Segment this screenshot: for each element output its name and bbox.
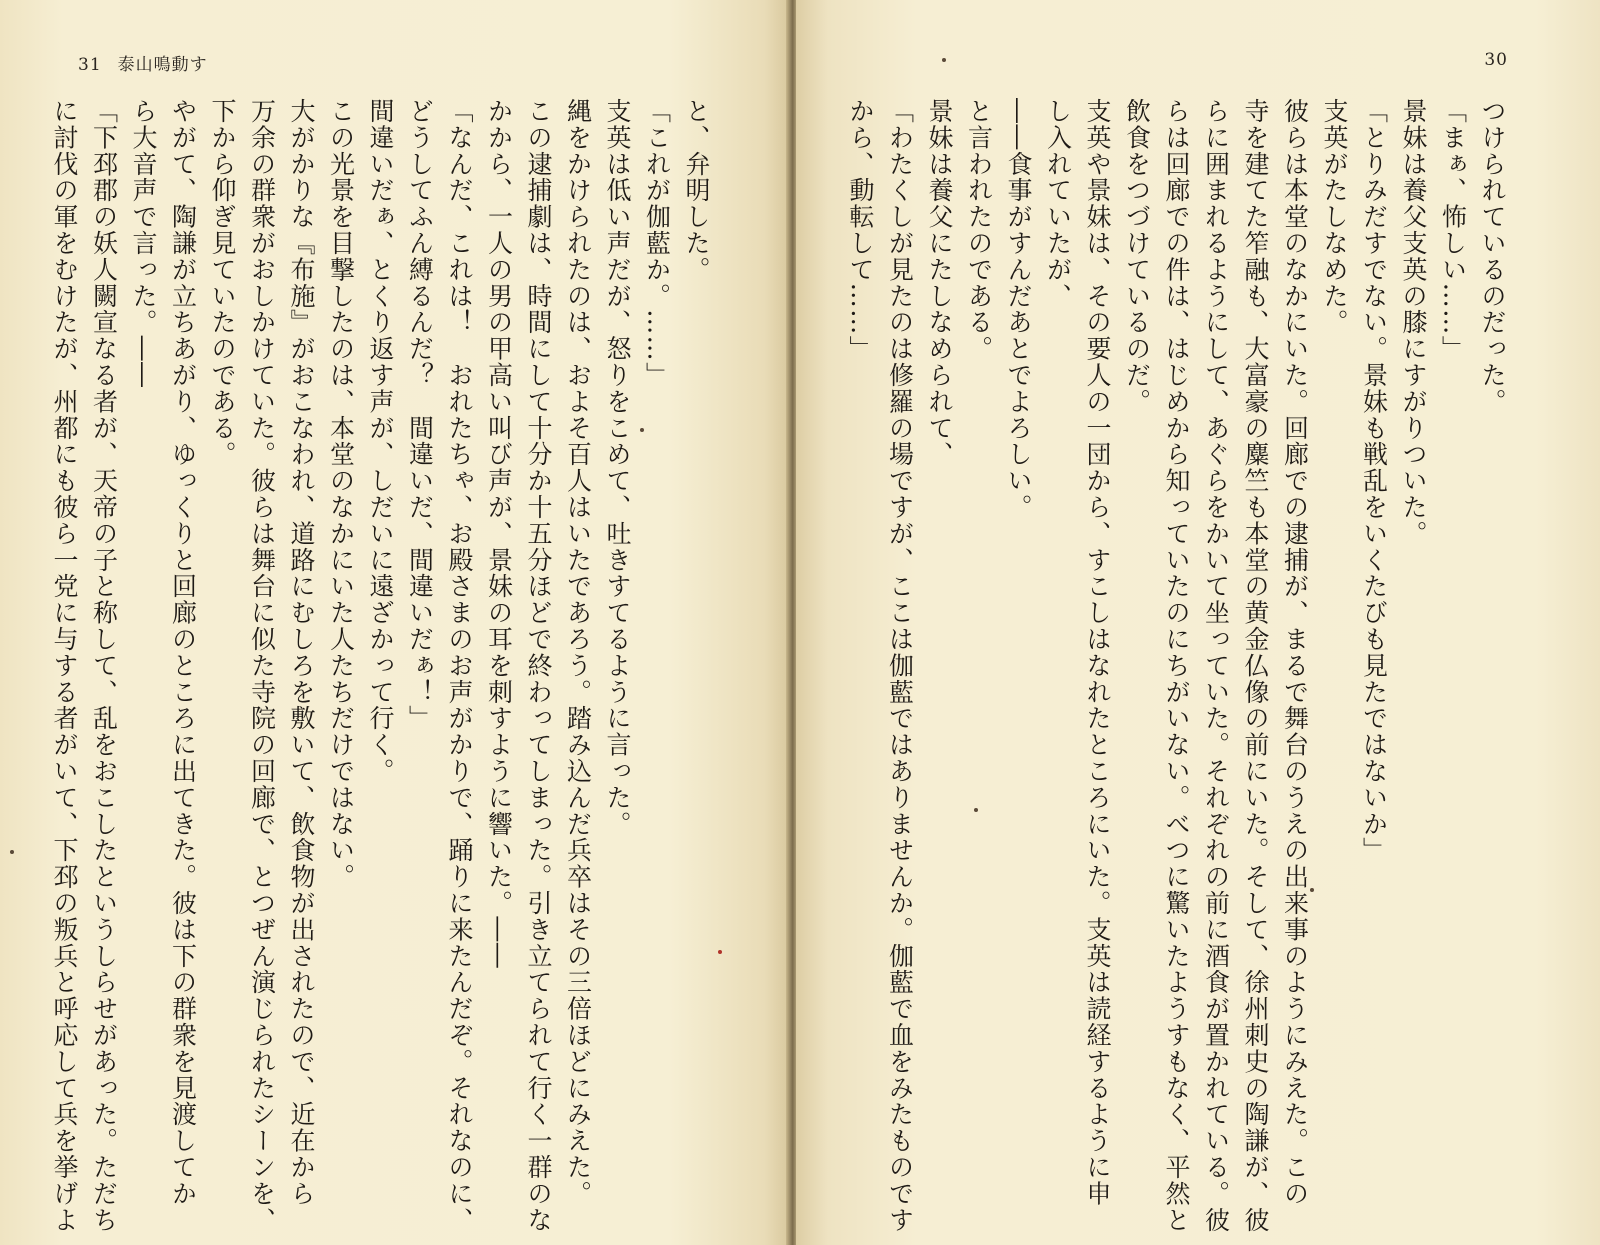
text-column: 大がかりな『布施』がおこなわれ、道路にむしろを敷いて、飲食物が出されたので、近在から — [287, 98, 316, 1207]
text-column: 景妹は養父支英の膝にすがりついた。 — [1399, 98, 1428, 547]
paper-speck — [10, 850, 14, 854]
text-column: らは回廊での件は、はじめから知っていたのにちがいない。べつに驚いたようすもなく、平然と — [1162, 98, 1191, 1234]
text-column: と言われたのである。 — [964, 98, 994, 362]
right-running-head — [1484, 50, 1508, 70]
text-column: から、動転して……」 — [846, 98, 875, 362]
text-column: 寺を建てた笮融も、大富豪の麋竺も本堂の黄金仏像の前にいた。そして、徐州刺史の陶謙が、彼 — [1241, 98, 1270, 1234]
text-column: 万余の群衆がおしかけていた。彼らは舞台に似た寺院の回廊で、とつぜん演じられたシーンを、 — [247, 98, 277, 1234]
left-running-head — [78, 50, 208, 75]
text-column: 「なんだ、これは！ おれたちゃ、お殿さまのお声がかりで、踊りに来たんだぞ。それなのに、 — [445, 98, 474, 1234]
left-page-number: 31 — [78, 55, 102, 75]
paper-speck — [718, 950, 722, 954]
text-column: に討伐の軍をむけたが、州都にも彼ら一党に与する者がいて、下邳の叛兵と呼応して兵を挙げよ — [50, 98, 79, 1234]
text-column: ら大音声で言った。―― — [129, 98, 158, 389]
text-column: 支英がたしなめた。 — [1320, 98, 1349, 336]
text-column: 彼らは本堂のなかにいた。回廊での逮捕が、まるで舞台のうえの出来事のようにみえた。この — [1280, 98, 1310, 1207]
text-column: 下から仰ぎ見ていたのである。 — [208, 98, 237, 468]
text-column: 支英は低い声だが、怒りをこめて、吐きすてるように言った。 — [603, 98, 632, 838]
text-column: 「わたくしが見たのは修羅の場ですが、ここは伽藍ではありませんか。伽藍で血をみたものです — [885, 98, 915, 1234]
text-column: 「まぁ、怖しい……」 — [1438, 98, 1468, 362]
text-column: と、弁明した。 — [682, 98, 711, 283]
text-column: どうしてふん縛るんだ？ 間違いだ、間違いだぁ！」 — [405, 98, 435, 732]
paper-speck — [974, 808, 978, 812]
text-column: 「下邳郡の妖人闕宣なる者が、天帝の子と称して、乱をおこしたというしらせがあった。ただち — [89, 98, 119, 1234]
text-column: らに囲まれるようにして、あぐらをかいて坐っていた。それぞれの前に酒食が置かれている。彼 — [1201, 98, 1231, 1234]
left-body-text — [16, 98, 716, 1234]
text-column: 飲食をつづけているのだ。 — [1122, 98, 1152, 415]
paper-speck — [1310, 888, 1314, 892]
right-page-number: 30 — [1484, 50, 1508, 70]
text-column: 景妹は養父にたしなめられて、 — [925, 98, 954, 468]
text-column: 「これが伽藍か。……」 — [642, 98, 672, 389]
text-column: この逮捕劇は、時間にして十分か十五分ほどで終わってしまった。引き立てられて行く一群のな — [524, 98, 553, 1234]
text-column: かから、一人の男の甲高い叫び声が、景妹の耳を刺すように響いた。―― — [484, 98, 514, 970]
text-column: ――食事がすんだあとでよろしい。 — [1004, 98, 1033, 521]
right-body-text — [832, 98, 1512, 1234]
right-page — [796, 0, 1600, 1245]
paper-speck — [942, 58, 946, 62]
text-column: し入れていたが、 — [1043, 98, 1073, 310]
left-page — [0, 0, 788, 1245]
text-column: つけられているのだった。 — [1478, 98, 1507, 415]
text-column: 縄をかけられたのは、およそ百人はいたであろう。踏み込んだ兵卒はその三倍ほどにみえた。 — [563, 98, 593, 1207]
text-column: 「とりみだすでない。景妹も戦乱をいくたびも見たではないか」 — [1359, 98, 1389, 864]
paper-speck — [640, 428, 644, 432]
text-column: 支英や景妹は、その要人の一団から、すこしはなれたところにいた。支英は読経するように申 — [1083, 98, 1112, 1207]
text-column: やがて、陶謙が立ちあがり、ゆっくりと回廊のところに出てきた。彼は下の群衆を見渡してか — [168, 98, 198, 1207]
running-title: 泰山鳴動す — [117, 55, 208, 75]
text-column: 間違いだぁ、とくり返す声が、しだいに遠ざかって行く。 — [366, 98, 395, 785]
text-column: この光景を目撃したのは、本堂のなかにいた人たちだけではない。 — [326, 98, 356, 890]
